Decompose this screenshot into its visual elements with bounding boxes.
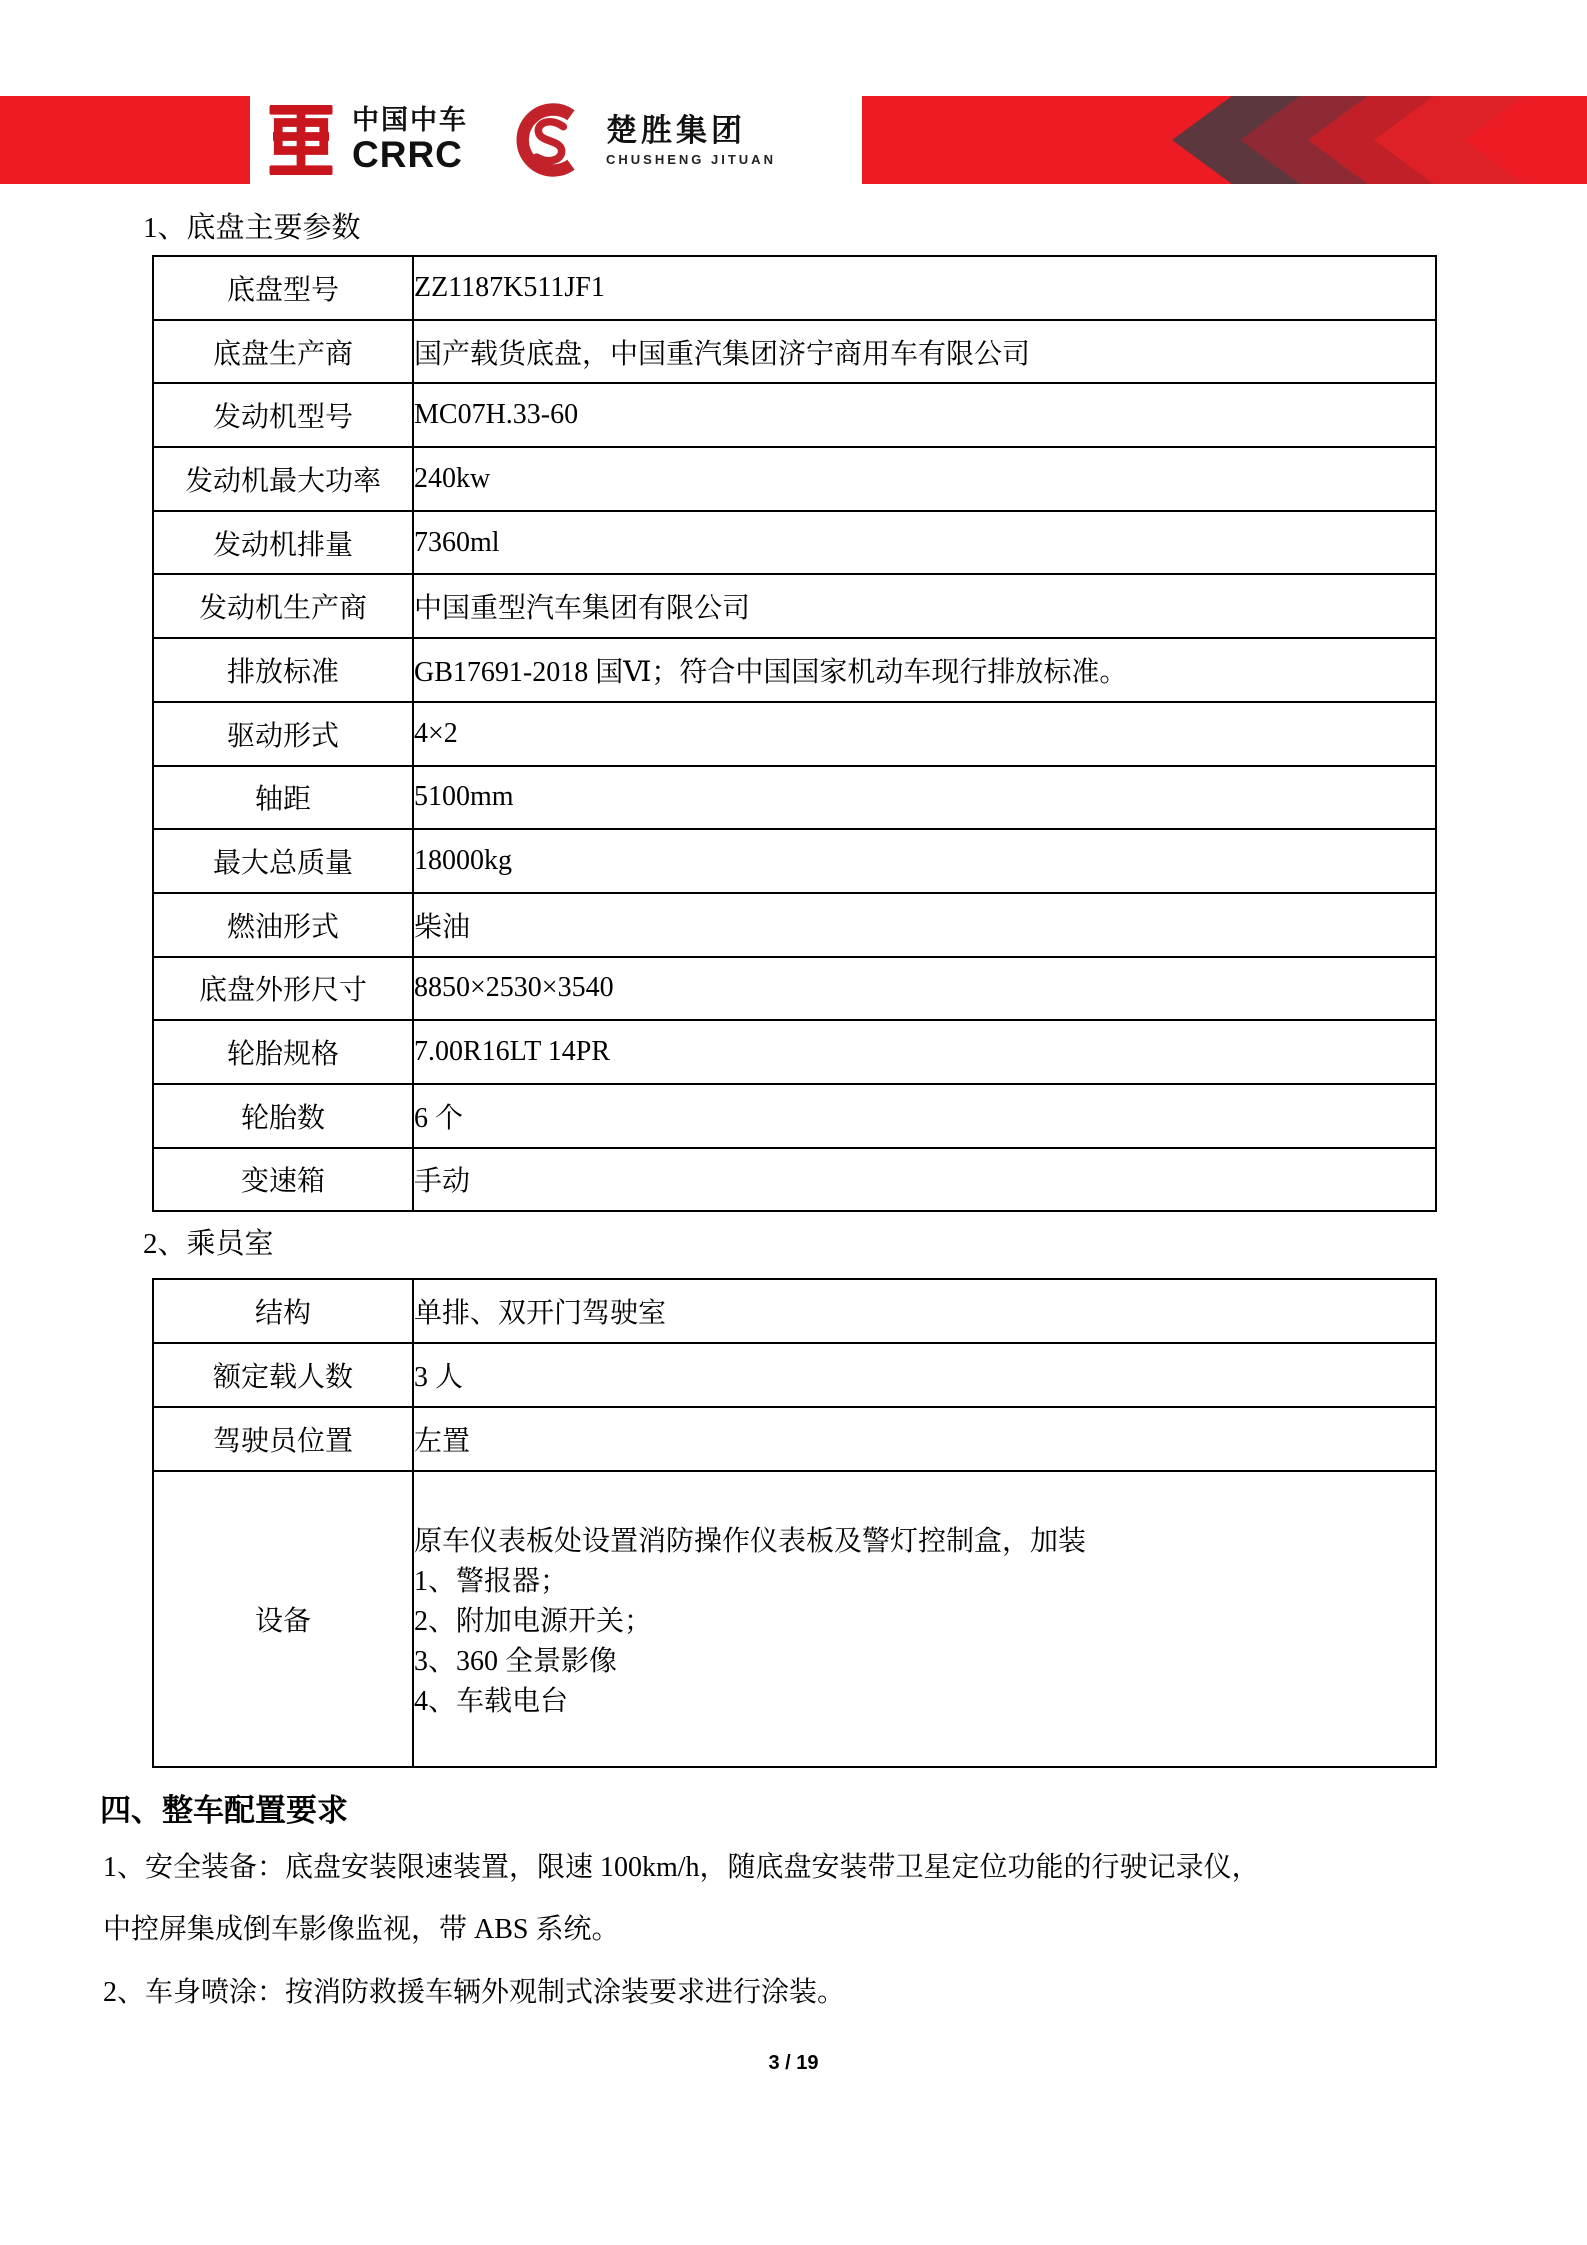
param-label-cell: 发动机最大功率 [153,447,413,511]
equipment-lines [413,1471,1436,1767]
param-label-cell: 燃油形式 [153,893,413,957]
crrc-name-cn: 中国中车 [352,105,468,135]
table-row [153,383,1436,447]
param-value-cell: 18000kg [413,829,1436,893]
param-value-cell: 柴油 [413,893,1436,957]
param-label-cell: 额定载人数 [153,1343,413,1407]
param-value-cell: 6 个 [413,1084,1436,1148]
chusheng-emblem-icon [510,100,590,180]
param-value-cell: 4×2 [413,702,1436,766]
table-row [153,256,1436,320]
param-value-cell: 7360ml [413,511,1436,575]
param-value-cell: 国产载货底盘，中国重汽集团济宁商用车有限公司 [413,320,1436,384]
page-number: 3 / 19 [768,2052,819,2074]
param-value-cell: 左置 [413,1407,1436,1471]
param-value-cell: 单排、双开门驾驶室 [413,1279,1436,1343]
param-value-cell: 3 人 [413,1343,1436,1407]
chassis-table [152,255,1437,1212]
param-label-cell: 底盘生产商 [153,320,413,384]
table-row [153,1471,1436,1767]
param-label-cell: 轴距 [153,766,413,830]
param-label-cell: 最大总质量 [153,829,413,893]
param-label-cell: 结构 [153,1279,413,1343]
crrc-logo [352,107,468,173]
equipment-line: 3、360 全景影像 [414,1646,618,1677]
section2-title: 2、乘员室 [143,1228,274,1260]
param-value-cell: 手动 [413,1148,1436,1212]
table-row [153,957,1436,1021]
table-row [153,1020,1436,1084]
paragraph-line: 1、安全装备：底盘安装限速装置，限速 100km/h，随底盘安装带卫星定位功能的行驶记录仪， [103,1852,1260,1883]
section1-title: 1、底盘主要参数 [143,212,361,244]
chusheng-name-cn: 楚胜集团 [606,112,746,148]
header-band [0,96,1587,184]
param-value-cell: MC07H.33-60 [413,383,1436,447]
logo-area [250,96,862,184]
table-row [153,702,1436,766]
param-value-cell: GB17691-2018 国Ⅵ；符合中国国家机动车现行排放标准。 [413,638,1436,702]
table-row [153,320,1436,384]
table-row [153,1407,1436,1471]
table-row [153,1343,1436,1407]
param-label-cell: 排放标准 [153,638,413,702]
chassis-table-body [153,256,1436,1211]
param-label-cell: 变速箱 [153,1148,413,1212]
paragraph-line: 2、车身喷涂：按消防救援车辆外观制式涂装要求进行涂装。 [103,1977,846,2008]
param-label-cell: 驱动形式 [153,702,413,766]
table-row [153,893,1436,957]
equipment-line: 原车仪表板处设置消防操作仪表板及警灯控制盒，加装 [414,1526,1087,1557]
param-value-cell: 240kw [413,447,1436,511]
param-label-cell: 底盘外形尺寸 [153,957,413,1021]
cab-table-body [153,1279,1436,1767]
crrc-name-en: CRRC [352,134,463,175]
table-row [153,511,1436,575]
chusheng-name-en: CHUSHENG JITUAN [606,151,776,167]
param-label-cell: 底盘型号 [153,256,413,320]
table-row [153,447,1436,511]
config-heading: 四、整车配置要求 [100,1793,348,1828]
table-row [153,1279,1436,1343]
param-value-cell: 8850×2530×3540 [413,957,1436,1021]
param-label-cell: 发动机排量 [153,511,413,575]
param-label-cell: 轮胎规格 [153,1020,413,1084]
param-value-cell: ZZ1187K511JF1 [413,256,1436,320]
equipment-line: 4、车载电台 [414,1686,569,1717]
param-label-cell: 轮胎数 [153,1084,413,1148]
equipment-line: 1、警报器； [414,1566,569,1597]
paragraph-line: 中控屏集成倒车影像监视，带 ABS 系统。 [103,1914,620,1945]
param-label-cell: 发动机型号 [153,383,413,447]
table-row [153,574,1436,638]
param-value-cell: 5100mm [413,766,1436,830]
table-row [153,638,1436,702]
table-row [153,1148,1436,1212]
table-row [153,1084,1436,1148]
chusheng-logo [606,112,776,167]
param-value-cell: 7.00R16LT 14PR [413,1020,1436,1084]
param-value-cell: 中国重型汽车集团有限公司 [413,574,1436,638]
param-label-cell: 设备 [153,1471,413,1767]
cab-table [152,1278,1437,1768]
equipment-line: 2、附加电源开关； [414,1606,653,1637]
table-row [153,766,1436,830]
param-label-cell: 发动机生产商 [153,574,413,638]
crrc-emblem-icon [266,103,336,177]
table-row [153,829,1436,893]
param-label-cell: 驾驶员位置 [153,1407,413,1471]
